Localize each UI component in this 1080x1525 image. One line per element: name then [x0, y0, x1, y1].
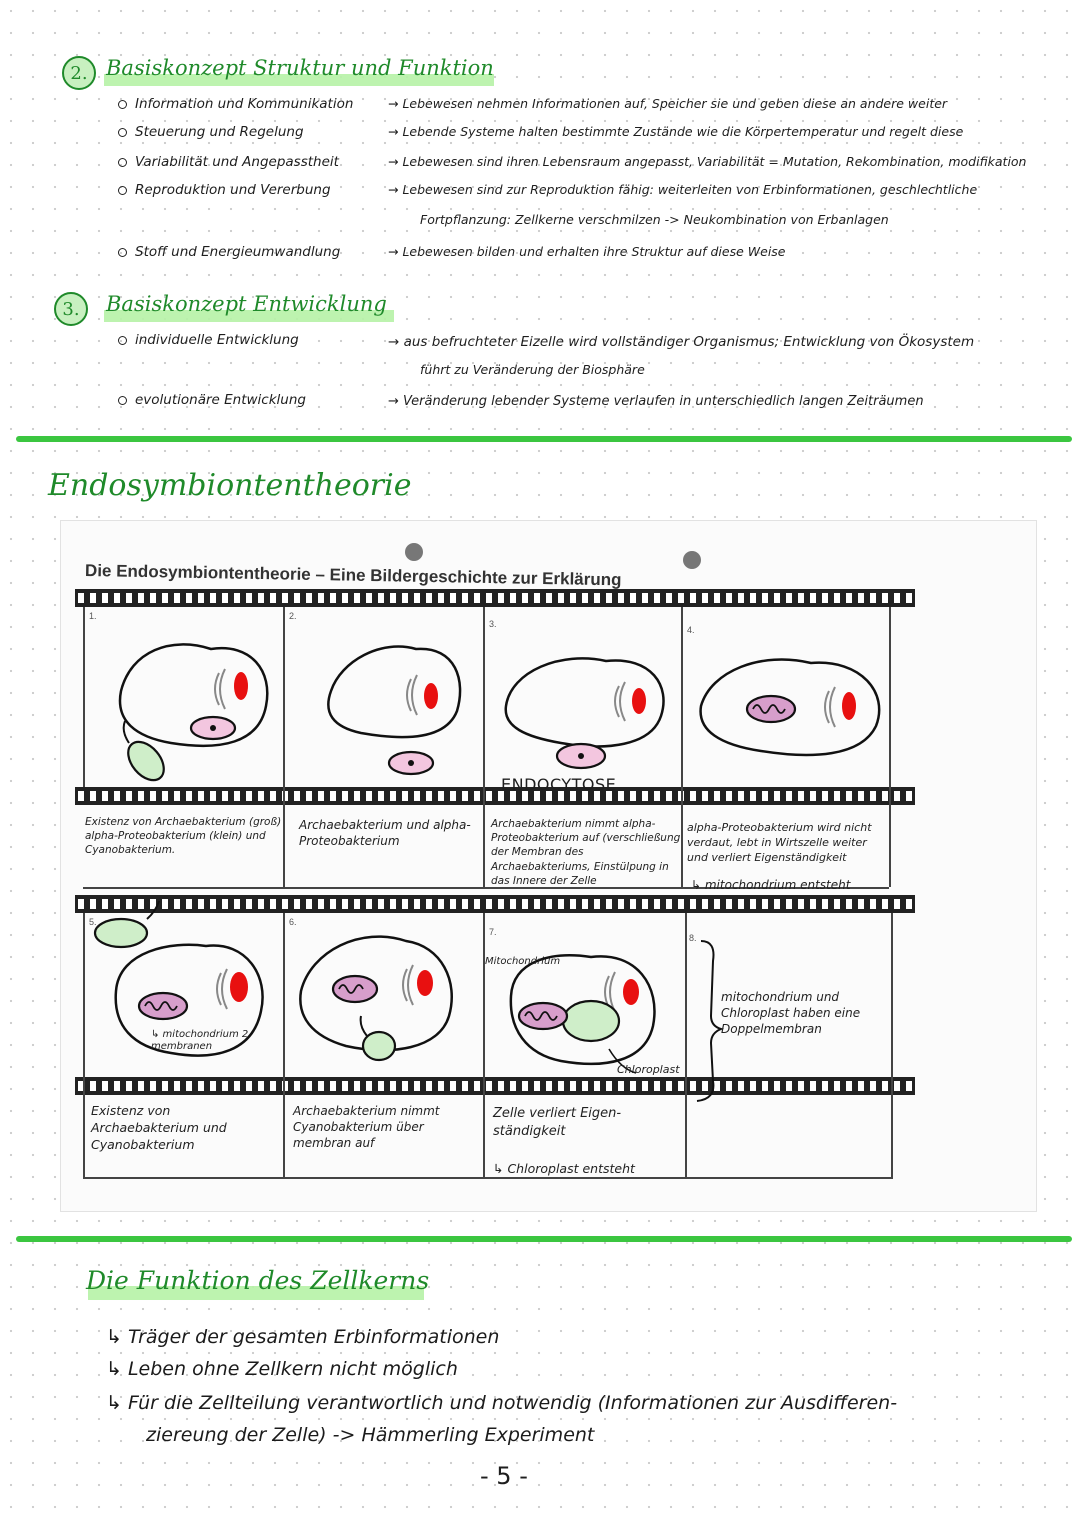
zellkern-heading: Die Funktion des Zellkerns — [86, 1266, 430, 1295]
s2-row-1: Information und Kommunikation — [118, 96, 353, 112]
section-2-title: Basiskonzept Struktur und Funktion — [106, 56, 494, 80]
section-divider-2 — [16, 1236, 1072, 1242]
section-divider-1 — [16, 436, 1072, 442]
panel-1-caption: Existenz von Archaebakterium (groß) alpha-Proteobakterium (klein) und Cyanobakterium. — [85, 816, 282, 857]
panel-4-num: 4. — [687, 625, 695, 635]
zellkern-line-4: ziereung der Zelle) -> Hämmerling Experiment — [146, 1424, 595, 1446]
s2-row-4: Reproduktion und Vererbung — [118, 182, 331, 198]
section-3-number-text: 3. — [62, 298, 80, 320]
panel-4-note: ↳ mitochondrium entsteht — [691, 878, 851, 892]
alpha-proteobacteria — [191, 717, 605, 774]
s2-row-6-desc: → Lebewesen bilden und erhalten ihre Struktur auf diese Weise — [388, 244, 786, 259]
panel-5-caption: Existenz von Archaebakterium und Cyanobakterium — [91, 1103, 227, 1152]
panel-5-label: ↳ mitochondrium 2 membranen — [151, 1029, 249, 1052]
section-2-number — [62, 56, 96, 90]
zellkern-line-1: ↳ Träger der gesamten Erbinformationen — [106, 1326, 500, 1348]
panel-3-num: 3. — [489, 619, 497, 629]
s2-row-2: Steuerung und Regelung — [118, 124, 304, 140]
panel-2-caption: Archaebakterium und alpha-Proteobakterium — [299, 818, 471, 849]
s3-row-1-desc: → aus befruchteter Eizelle wird vollständiger Organismus; Entwicklung von Ökosystem — [388, 334, 975, 350]
s2-row-3: Variabilität und Angepasstheit — [118, 154, 339, 170]
panel-7-num: 7. — [489, 927, 497, 937]
archaebacterium-cell-2 — [328, 647, 460, 738]
s3-row-3-desc: → Veränderung lebender Systeme verlaufen in unterschiedlich langen Zeiträumen — [388, 394, 924, 409]
endocytose-label: ENDOCYTOSE — [501, 775, 617, 794]
worksheet-photo — [60, 520, 1037, 1212]
panel-7-caption: Zelle verliert Eigen-ständigkeit — [493, 1106, 622, 1139]
s2-row-3-desc: → Lebewesen sind ihren Lebensraum angepasst, Variabilität = Mutation, Rekombination, modifikation — [388, 154, 1027, 169]
s3-row-3: evolutionäre Entwicklung — [118, 392, 306, 408]
s2-row-1-desc: → Lebewesen nehmen Informationen auf, Speicher sie und geben diese an andere weiter — [388, 96, 948, 111]
panel-4-caption: alpha-Proteobakterium wird nicht verdaut, lebt in Wirtszelle weiter und verliert Eigenständigkeit — [687, 821, 872, 864]
panel-6-caption: Archaebakterium nimmt Cyanobakterium über membran auf — [293, 1104, 440, 1151]
s3-row-2-desc: führt zu Veränderung der Biosphäre — [420, 362, 645, 377]
panel-7-label-top: Mitochondrium — [485, 956, 561, 967]
section-2-number-text: 2. — [70, 62, 88, 84]
s2-row-6: Stoff und Energieumwandlung — [118, 244, 340, 260]
s3-row-1: individuelle Entwicklung — [118, 332, 299, 348]
page-number: - 5 - — [480, 1462, 528, 1490]
panel-7-label-bottom: Chloroplast — [617, 1063, 680, 1076]
panel-6-num: 6. — [289, 917, 297, 927]
panel-5-num: 5. — [89, 917, 97, 927]
panel-8-note: mitochondrium und Chloroplast haben eine Doppelmembran — [721, 990, 861, 1037]
s2-row-2-desc: → Lebende Systeme halten bestimmte Zustände wie die Körpertemperatur und regelt diese — [388, 124, 964, 139]
worksheet-title: Die Endosymbiontentheorie – Eine Bildergeschichte zur Erklärung — [84, 561, 622, 590]
panel-8-num: 8. — [689, 933, 697, 943]
panel-3-caption: Archaebakterium nimmt alpha-Proteobakterium auf (verschließung der Membran des Archaebakteriums, Einstülpung in das Innere der Zelle — [491, 818, 681, 887]
panel-1-num: 1. — [89, 611, 97, 621]
section-3-title: Basiskonzept Entwicklung — [106, 292, 387, 316]
s2-row-5-desc: Fortpflanzung: Zellkerne verschmilzen -> Neukombination von Erbanlagen — [420, 212, 889, 227]
section-3-number — [54, 292, 88, 326]
zellkern-line-3: ↳ Für die Zellteilung verantwortlich und notwendig (Informationen zur Ausdifferen- — [106, 1392, 898, 1414]
panel-7-note: ↳ Chloroplast entsteht — [493, 1161, 635, 1176]
zellkern-line-2: ↳ Leben ohne Zellkern nicht möglich — [106, 1358, 458, 1380]
s2-row-4-desc: → Lebewesen sind zur Reproduktion fähig: weiterleiten von Erbinformationen, geschlechtliche — [388, 182, 978, 197]
endosymbiont-heading: Endosymbiontentheorie — [48, 468, 412, 503]
panel-2-num: 2. — [289, 611, 297, 621]
